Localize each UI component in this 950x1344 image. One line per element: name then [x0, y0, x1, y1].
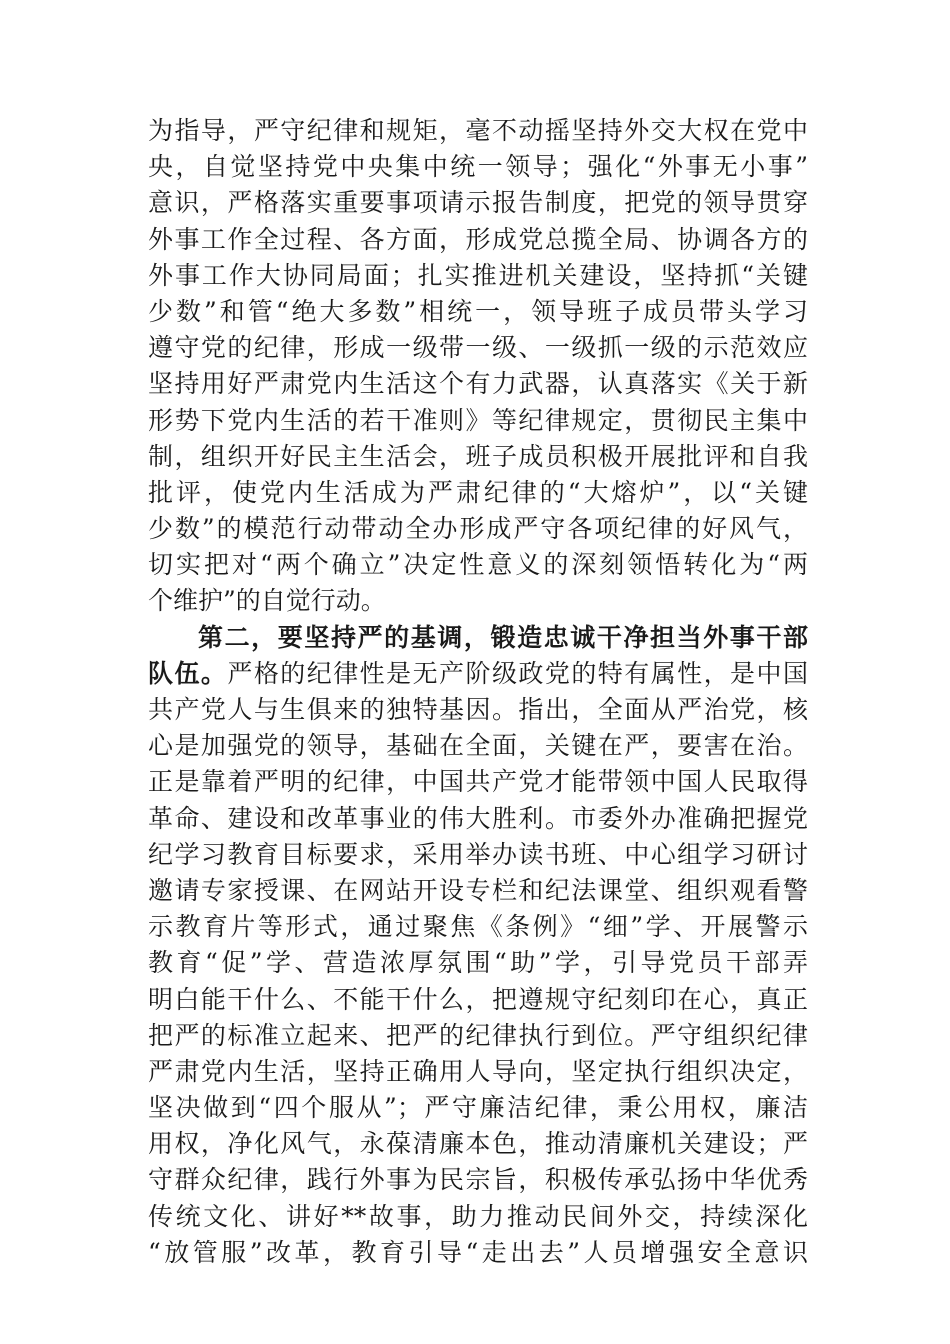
text-line: 教育“促”学、营造浓厚氛围“助”学，引导党员干部弄	[148, 948, 808, 978]
text-line: 央，自觉坚持党中央集中统一领导；强化“外事无小事”	[148, 152, 808, 182]
text-line: 把严的标准立起来、把严的纪律执行到位。严守组织纪律	[148, 1020, 808, 1050]
text-line: 坚持用好严肃党内生活这个有力武器，认真落实《关于新	[148, 369, 808, 399]
section-heading: 第二，要坚持严的基调，锻造忠诚干净担当外事干部	[198, 622, 808, 652]
text-line: “放管服”改革，教育引导“走出去”人员增强安全意识	[148, 1237, 808, 1267]
text-line: 少数”的模范行动带动全办形成严守各项纪律的好风气，	[148, 514, 808, 544]
text-line: 正是靠着严明的纪律，中国共产党才能带领中国人民取得	[148, 767, 808, 797]
text-line: 少数”和管“绝大多数”相统一，领导班子成员带头学习	[148, 296, 808, 326]
text-line: 批评，使党内生活成为严肃纪律的“大熔炉”，以“关键	[148, 477, 808, 507]
paragraph-1	[148, 113, 808, 620]
text-line	[148, 656, 808, 692]
paragraph-2	[148, 620, 808, 1271]
text-line: 坚决做到“四个服从”；严守廉洁纪律，秉公用权，廉洁	[148, 1093, 808, 1123]
text-segment: 严格的纪律性是无产阶级政党的特有属性，是中国	[227, 658, 808, 688]
text-line: 形势下党内生活的若干准则》等纪律规定，贯彻民主集中	[148, 405, 808, 435]
text-line: 意识，严格落实重要事项请示报告制度，把党的领导贯穿	[148, 188, 808, 218]
text-line: 邀请专家授课、在网站开设专栏和纪法课堂、组织观看警	[148, 875, 808, 905]
text-line: 明白能干什么、不能干什么，把遵规守纪刻印在心，真正	[148, 984, 808, 1014]
text-line: 示教育片等形式，通过聚焦《条例》“细”学、开展警示	[148, 912, 808, 942]
text-line: 用权，净化风气，永葆清廉本色，推动清廉机关建设；严	[148, 1129, 808, 1159]
text-line: 遵守党的纪律，形成一级带一级、一级抓一级的示范效应	[148, 333, 808, 363]
text-line: 为指导，严守纪律和规矩，毫不动摇坚持外交大权在党中	[148, 116, 808, 145]
text-line: 个维护”的自觉行动。	[148, 586, 386, 616]
text-line: 传统文化、讲好**故事，助力推动民间外交，持续深化	[148, 1201, 808, 1231]
text-line: 外事工作大协同局面；扎实推进机关建设，坚持抓“关键	[148, 260, 808, 290]
text-line: 制，组织开好民主生活会，班子成员积极开展批评和自我	[148, 441, 808, 471]
text-line: 共产党人与生俱来的独特基因。指出，全面从严治党，核	[148, 695, 808, 724]
text-line: 心是加强党的领导，基础在全面，关键在严，要害在治。	[148, 731, 808, 761]
text-line: 外事工作全过程、各方面，形成党总揽全局、协调各方的	[148, 224, 808, 254]
text-line: 切实把对“两个确立”决定性意义的深刻领悟转化为“两	[148, 550, 808, 580]
text-line: 纪学习教育目标要求，采用举办读书班、中心组学习研讨	[148, 839, 808, 869]
section-heading-end: 队伍。	[148, 658, 228, 688]
text-line: 守群众纪律，践行外事为民宗旨，积极传承弘扬中华优秀	[148, 1165, 808, 1195]
text-line: 严肃党内生活，坚持正确用人导向，坚定执行组织决定，	[148, 1056, 808, 1086]
text-line: 革命、建设和改革事业的伟大胜利。市委外办准确把握党	[148, 803, 808, 833]
document-body	[148, 113, 808, 1271]
